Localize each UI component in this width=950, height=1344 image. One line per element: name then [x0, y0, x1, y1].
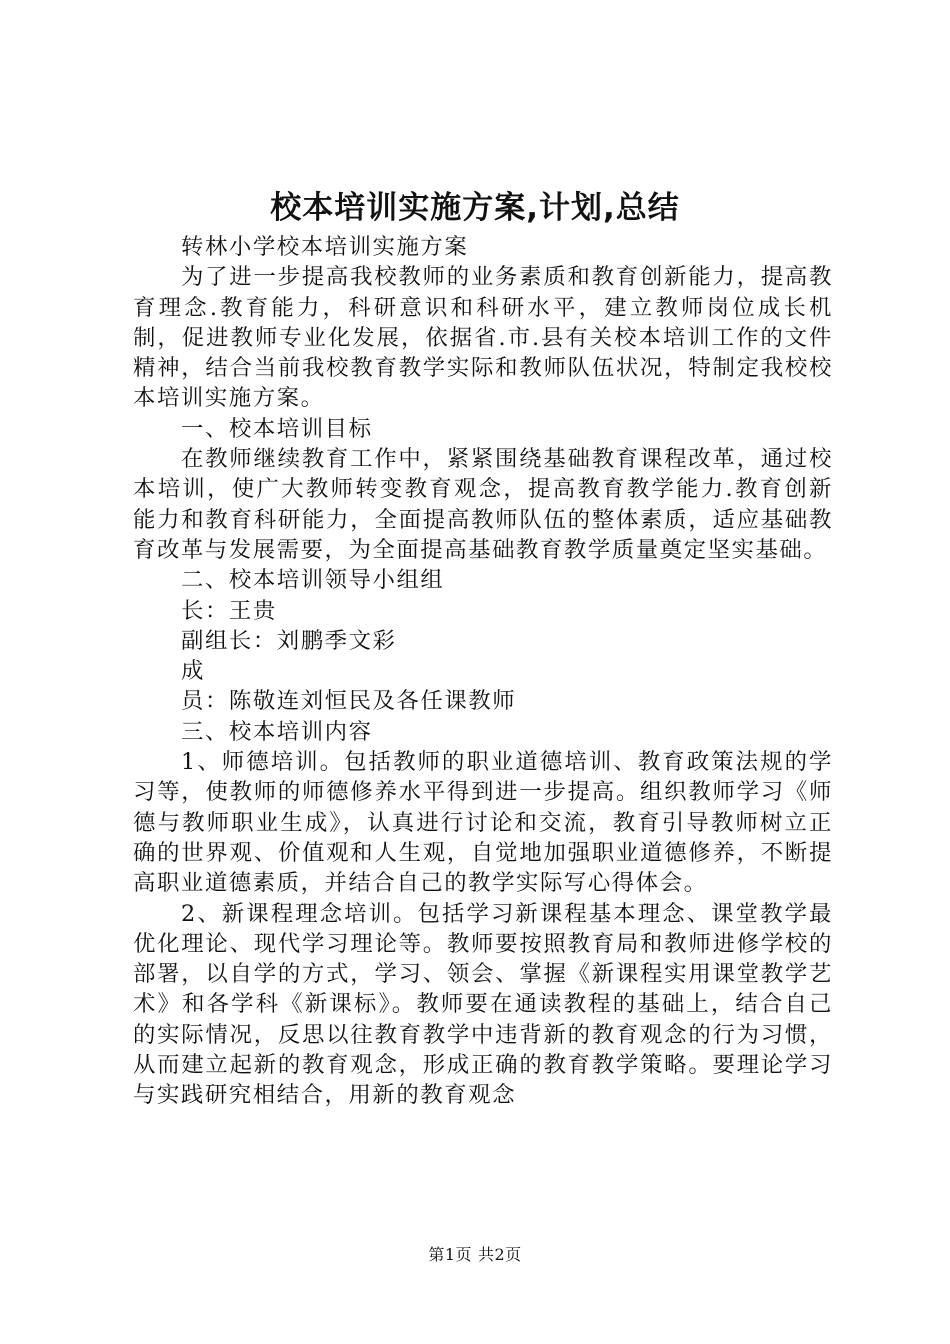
- page-number-current: 第1页: [428, 1245, 472, 1264]
- paragraph-intro: 为了进一步提高我校教师的业务素质和教育创新能力，提高教育理念.教育能力，科研意识和科研水平，建立教师岗位成长机制，促进教师专业化发展，依据省.市.县有关校本培训工作的文件精神，结合当前我校教育教学实际和教师队伍状况，特制定我校校本培训实施方案。: [133, 264, 833, 412]
- paragraph-members-label: 成: [181, 658, 205, 685]
- paragraph-deputy-leaders: 副组长：刘鹏季文彩: [181, 627, 397, 654]
- paragraph-goals: 在教师继续教育工作中，紧紧围绕基础教育课程改革，通过校本培训，使广大教师转变教育观念，提高教育教学能力.教育创新能力和教育科研能力，全面提高教师队伍的整体素质，适应基础教育改革与发展需要，为全面提高基础教育教学质量奠定坚实基础。: [133, 446, 833, 563]
- paragraph-school-plan-heading: 转林小学校本培训实施方案: [181, 234, 469, 260]
- paragraph-curriculum-training: 2、新课程理念培训。包括学习新课程基本理念、课堂教学最优化理论、现代学习理论等。教师要按照教育局和教师进修学校的部署，以自学的方式，学习、领会、掌握《新课程实用课堂教学艺术》和各学科《新课标》。教师要在通读教程的基础上，结合自己的实际情况，反思以往教育教学中违背新的教育观念的行为习惯，从而建立起新的教育观念，形成正确的教育教学策略。要理论学习与实践研究相结合，用新的教育观念: [133, 900, 833, 1109]
- paragraph-ethics-training: 1、师德培训。包括教师的职业道德培训、教育政策法规的学习等，使教师的师德修养水平得到进一步提高。组织教师学习《师德与教师职业生成》，认真进行讨论和交流，教育引导教师树立正确的世界观、价值观和人生观，自觉地加强职业道德修养，不断提高职业道德素质，并结合自己的教学实际写心得体会。: [133, 749, 833, 897]
- page-number-total: 共2页: [478, 1245, 522, 1264]
- paragraph-members: 员：陈敬连刘恒民及各任课教师: [181, 688, 517, 715]
- section-heading-content: 三、校本培训内容: [181, 718, 373, 745]
- section-heading-leadership: 二、校本培训领导小组组: [181, 567, 445, 594]
- section-heading-goals: 一、校本培训目标: [181, 415, 373, 442]
- document-title: 校本培训实施方案,计划,总结: [270, 190, 680, 226]
- paragraph-leader: 长：王贵: [181, 597, 277, 624]
- page-footer: [0, 1244, 950, 1266]
- document-body: [133, 232, 833, 1111]
